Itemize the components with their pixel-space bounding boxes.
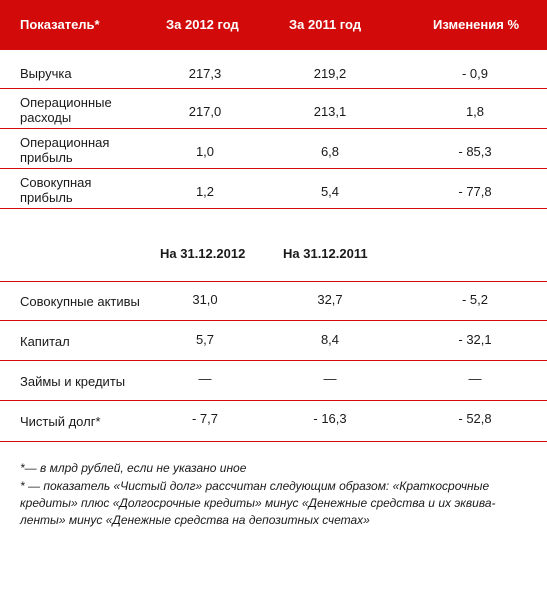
value-change: - 85,3 bbox=[458, 144, 492, 159]
row-divider bbox=[0, 168, 547, 169]
row-divider bbox=[0, 88, 547, 89]
row-divider bbox=[0, 208, 547, 209]
subheader-2012: На 31.12.2012 bbox=[160, 246, 246, 261]
table-header bbox=[0, 0, 547, 50]
row-label: Совокупная прибыль bbox=[20, 175, 92, 205]
row-label: Чистый долг* bbox=[20, 414, 101, 429]
table-row bbox=[0, 402, 547, 440]
value-change: - 32,1 bbox=[458, 332, 492, 347]
row-divider bbox=[0, 281, 547, 282]
value-2011: 8,4 bbox=[320, 332, 340, 347]
value-2012: 217,3 bbox=[188, 66, 222, 81]
value-2011: 213,1 bbox=[313, 104, 347, 119]
footnote-net-debt: * — показатель «Чистый долг» рассчитан следующим образом: «Краткосрочные кредиты» плюс «Долгосрочные кредиты» минус «Денежные средства и их эквива-ленты» минус «Денежные средства на депозитных счетах» bbox=[20, 479, 496, 527]
table-row bbox=[0, 58, 547, 96]
value-2012: 1,0 bbox=[195, 144, 215, 159]
header-change: Изменения % bbox=[433, 17, 520, 32]
value-change: — bbox=[468, 371, 482, 386]
table-row bbox=[0, 92, 547, 130]
value-2011: 6,8 bbox=[320, 144, 340, 159]
value-change: - 77,8 bbox=[458, 184, 492, 199]
value-2012: - 7,7 bbox=[191, 411, 218, 426]
table-row bbox=[0, 362, 547, 400]
value-change: 1,8 bbox=[465, 104, 485, 119]
value-2012: 1,2 bbox=[195, 184, 215, 199]
row-divider bbox=[0, 360, 547, 361]
value-2012: 217,0 bbox=[188, 104, 222, 119]
header-2011: За 2011 год bbox=[289, 17, 362, 32]
value-change: - 5,2 bbox=[461, 292, 488, 307]
header-2012: За 2012 год bbox=[166, 17, 239, 32]
value-2011: 5,4 bbox=[320, 184, 340, 199]
value-2012: 5,7 bbox=[195, 332, 215, 347]
value-change: - 52,8 bbox=[458, 411, 492, 426]
subheader-2011: На 31.12.2011 bbox=[283, 246, 368, 261]
row-divider bbox=[0, 441, 547, 442]
value-2011: 219,2 bbox=[313, 66, 347, 81]
row-divider bbox=[0, 400, 547, 401]
value-change: - 0,9 bbox=[461, 66, 488, 81]
row-label: Совокупные активы bbox=[20, 294, 140, 309]
value-2011: - 16,3 bbox=[313, 411, 347, 426]
row-label: Займы и кредиты bbox=[20, 374, 126, 389]
footnote-units: *— в млрд рублей, если не указано иное bbox=[20, 461, 247, 475]
row-label: Выручка bbox=[20, 66, 72, 81]
row-divider bbox=[0, 320, 547, 321]
table-row bbox=[0, 322, 547, 360]
row-label: Операционные расходы bbox=[20, 95, 112, 125]
row-divider bbox=[0, 128, 547, 129]
value-2011: — bbox=[323, 371, 337, 386]
value-2012: 31,0 bbox=[192, 292, 218, 307]
table-row bbox=[0, 172, 547, 210]
header-indicator: Показатель* bbox=[20, 17, 100, 32]
row-label: Капитал bbox=[20, 334, 70, 349]
value-2011: 32,7 bbox=[317, 292, 343, 307]
row-label: Операционная прибыль bbox=[20, 135, 110, 165]
value-2012: — bbox=[198, 371, 212, 386]
table-row bbox=[0, 132, 547, 170]
table-row bbox=[0, 283, 547, 321]
